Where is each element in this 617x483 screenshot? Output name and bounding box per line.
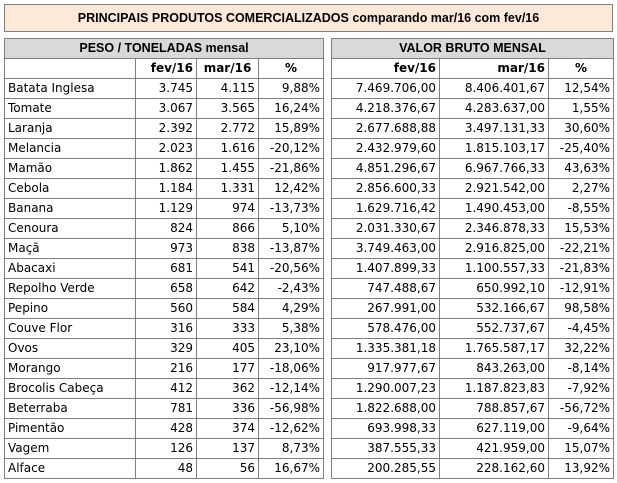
table-row bbox=[332, 419, 614, 439]
weight-pct-cell: 23,10% bbox=[259, 339, 324, 359]
value-pct-cell: 1,55% bbox=[549, 99, 614, 119]
product-name-cell: Beterraba bbox=[5, 399, 136, 419]
product-name-cell: Abacaxi bbox=[5, 259, 136, 279]
value-mar-cell: 6.967.766,33 bbox=[440, 159, 549, 179]
value-fev-cell: 3.749.463,00 bbox=[332, 239, 440, 259]
table-row bbox=[5, 359, 324, 379]
table-row bbox=[5, 319, 324, 339]
table-row bbox=[332, 139, 614, 159]
value-fev-cell: 1.822.688,00 bbox=[332, 399, 440, 419]
weight-fev-cell: 658 bbox=[136, 279, 197, 299]
value-pct-cell: 12,54% bbox=[549, 79, 614, 99]
weight-fev-cell: 316 bbox=[136, 319, 197, 339]
weight-mar-cell: 405 bbox=[197, 339, 259, 359]
value-fev-cell: 1.407.899,33 bbox=[332, 259, 440, 279]
value-section-header-row bbox=[332, 39, 614, 59]
product-name-cell: Ovos bbox=[5, 339, 136, 359]
weight-section-title: PESO / TONELADAS mensal bbox=[5, 39, 324, 59]
weight-header-product bbox=[5, 59, 136, 79]
table-row bbox=[332, 279, 614, 299]
value-fev-cell: 1.629.716,42 bbox=[332, 199, 440, 219]
product-name-cell: Mamão bbox=[5, 159, 136, 179]
weight-mar-cell: 177 bbox=[197, 359, 259, 379]
table-row bbox=[5, 399, 324, 419]
weight-pct-cell: -13,73% bbox=[259, 199, 324, 219]
weight-mar-cell: 333 bbox=[197, 319, 259, 339]
value-mar-cell: 843.263,00 bbox=[440, 359, 549, 379]
value-mar-cell: 788.857,67 bbox=[440, 399, 549, 419]
weight-fev-cell: 973 bbox=[136, 239, 197, 259]
table-row bbox=[5, 439, 324, 459]
value-pct-cell: 30,60% bbox=[549, 119, 614, 139]
weight-fev-cell: 1.184 bbox=[136, 179, 197, 199]
value-pct-cell: -7,92% bbox=[549, 379, 614, 399]
value-mar-cell: 2.921.542,00 bbox=[440, 179, 549, 199]
value-column-header-row bbox=[332, 59, 614, 79]
table-row bbox=[5, 179, 324, 199]
value-pct-cell: -21,83% bbox=[549, 259, 614, 279]
product-name-cell: Melancia bbox=[5, 139, 136, 159]
weight-pct-cell: 16,67% bbox=[259, 459, 324, 479]
product-name-cell: Banana bbox=[5, 199, 136, 219]
value-mar-cell: 2.916.825,00 bbox=[440, 239, 549, 259]
weight-mar-cell: 1.455 bbox=[197, 159, 259, 179]
weight-fev-cell: 1.129 bbox=[136, 199, 197, 219]
table-row bbox=[5, 159, 324, 179]
value-pct-cell: -12,91% bbox=[549, 279, 614, 299]
value-pct-cell: -25,40% bbox=[549, 139, 614, 159]
value-fev-cell: 200.285,55 bbox=[332, 459, 440, 479]
product-name-cell: Brocolis Cabeça bbox=[5, 379, 136, 399]
weight-mar-cell: 541 bbox=[197, 259, 259, 279]
weight-fev-cell: 560 bbox=[136, 299, 197, 319]
weight-mar-cell: 838 bbox=[197, 239, 259, 259]
product-name-cell: Maçã bbox=[5, 239, 136, 259]
table-row bbox=[5, 119, 324, 139]
table-row bbox=[332, 199, 614, 219]
weight-fev-cell: 1.862 bbox=[136, 159, 197, 179]
table-row bbox=[332, 319, 614, 339]
weight-fev-cell: 681 bbox=[136, 259, 197, 279]
weight-pct-cell: 12,42% bbox=[259, 179, 324, 199]
table-row bbox=[5, 259, 324, 279]
product-name-cell: Alface bbox=[5, 459, 136, 479]
table-row bbox=[5, 339, 324, 359]
weight-pct-cell: 4,29% bbox=[259, 299, 324, 319]
product-name-cell: Cebola bbox=[5, 179, 136, 199]
table-row bbox=[332, 159, 614, 179]
weight-header-mar: mar/16 bbox=[197, 59, 259, 79]
value-mar-cell: 3.497.131,33 bbox=[440, 119, 549, 139]
table-row bbox=[332, 179, 614, 199]
table-row bbox=[5, 299, 324, 319]
value-mar-cell: 1.100.557,33 bbox=[440, 259, 549, 279]
weight-fev-cell: 48 bbox=[136, 459, 197, 479]
value-fev-cell: 387.555,33 bbox=[332, 439, 440, 459]
weight-pct-cell: -20,12% bbox=[259, 139, 324, 159]
weight-mar-cell: 2.772 bbox=[197, 119, 259, 139]
weight-pct-cell: -12,62% bbox=[259, 419, 324, 439]
table-row bbox=[332, 339, 614, 359]
table-row bbox=[332, 379, 614, 399]
weight-header-pct: % bbox=[259, 59, 324, 79]
value-pct-cell: -4,45% bbox=[549, 319, 614, 339]
product-name-cell: Pimentão bbox=[5, 419, 136, 439]
weight-fev-cell: 126 bbox=[136, 439, 197, 459]
value-mar-cell: 4.283.637,00 bbox=[440, 99, 549, 119]
table-row bbox=[332, 99, 614, 119]
value-fev-cell: 1.335.381,18 bbox=[332, 339, 440, 359]
weight-mar-cell: 642 bbox=[197, 279, 259, 299]
value-mar-cell: 650.992,10 bbox=[440, 279, 549, 299]
weight-mar-cell: 866 bbox=[197, 219, 259, 239]
table-row bbox=[5, 79, 324, 99]
table-row bbox=[5, 199, 324, 219]
weight-table bbox=[4, 38, 324, 479]
product-name-cell: Laranja bbox=[5, 119, 136, 139]
value-mar-cell: 1.490.453,00 bbox=[440, 199, 549, 219]
value-fev-cell: 693.998,33 bbox=[332, 419, 440, 439]
value-fev-cell: 917.977,67 bbox=[332, 359, 440, 379]
weight-mar-cell: 3.565 bbox=[197, 99, 259, 119]
value-pct-cell: -9,64% bbox=[549, 419, 614, 439]
weight-mar-cell: 1.331 bbox=[197, 179, 259, 199]
value-mar-cell: 421.959,00 bbox=[440, 439, 549, 459]
weight-pct-cell: 8,73% bbox=[259, 439, 324, 459]
value-pct-cell: 98,58% bbox=[549, 299, 614, 319]
weight-pct-cell: -18,06% bbox=[259, 359, 324, 379]
weight-mar-cell: 4.115 bbox=[197, 79, 259, 99]
weight-mar-cell: 374 bbox=[197, 419, 259, 439]
value-pct-cell: -8,55% bbox=[549, 199, 614, 219]
table-row bbox=[5, 139, 324, 159]
product-name-cell: Tomate bbox=[5, 99, 136, 119]
value-fev-cell: 2.031.330,67 bbox=[332, 219, 440, 239]
weight-fev-cell: 3.067 bbox=[136, 99, 197, 119]
weight-pct-cell: 9,88% bbox=[259, 79, 324, 99]
weight-pct-cell: 16,24% bbox=[259, 99, 324, 119]
weight-fev-cell: 2.023 bbox=[136, 139, 197, 159]
weight-pct-cell: -56,98% bbox=[259, 399, 324, 419]
weight-pct-cell: -13,87% bbox=[259, 239, 324, 259]
weight-pct-cell: -20,56% bbox=[259, 259, 324, 279]
table-row bbox=[332, 459, 614, 479]
value-pct-cell: 15,53% bbox=[549, 219, 614, 239]
table-row bbox=[5, 239, 324, 259]
table-row bbox=[332, 359, 614, 379]
value-header-fev: fev/16 bbox=[332, 59, 440, 79]
weight-fev-cell: 216 bbox=[136, 359, 197, 379]
table-row bbox=[332, 439, 614, 459]
weight-column-header-row bbox=[5, 59, 324, 79]
table-row bbox=[332, 119, 614, 139]
weight-pct-cell: 5,38% bbox=[259, 319, 324, 339]
value-fev-cell: 747.488,67 bbox=[332, 279, 440, 299]
value-pct-cell: 15,07% bbox=[549, 439, 614, 459]
table-row bbox=[5, 419, 324, 439]
value-pct-cell: 32,22% bbox=[549, 339, 614, 359]
value-fev-cell: 2.856.600,33 bbox=[332, 179, 440, 199]
value-fev-cell: 2.677.688,88 bbox=[332, 119, 440, 139]
value-mar-cell: 627.119,00 bbox=[440, 419, 549, 439]
table-row bbox=[332, 259, 614, 279]
product-name-cell: Cenoura bbox=[5, 219, 136, 239]
table-row bbox=[5, 99, 324, 119]
report-title: PRINCIPAIS PRODUTOS COMERCIALIZADOS comparando mar/16 com fev/16 bbox=[4, 4, 613, 32]
table-row bbox=[5, 279, 324, 299]
value-pct-cell: -56,72% bbox=[549, 399, 614, 419]
weight-mar-cell: 56 bbox=[197, 459, 259, 479]
weight-section-header-row bbox=[5, 39, 324, 59]
value-mar-cell: 532.166,67 bbox=[440, 299, 549, 319]
value-pct-cell: 13,92% bbox=[549, 459, 614, 479]
value-fev-cell: 7.469.706,00 bbox=[332, 79, 440, 99]
weight-pct-cell: 5,10% bbox=[259, 219, 324, 239]
value-pct-cell: -22,21% bbox=[549, 239, 614, 259]
product-name-cell: Repolho Verde bbox=[5, 279, 136, 299]
weight-mar-cell: 336 bbox=[197, 399, 259, 419]
table-row bbox=[332, 299, 614, 319]
value-mar-cell: 1.187.823,83 bbox=[440, 379, 549, 399]
weight-fev-cell: 428 bbox=[136, 419, 197, 439]
product-name-cell: Morango bbox=[5, 359, 136, 379]
weight-mar-cell: 974 bbox=[197, 199, 259, 219]
weight-pct-cell: -21,86% bbox=[259, 159, 324, 179]
value-pct-cell: 2,27% bbox=[549, 179, 614, 199]
value-section-title: VALOR BRUTO MENSAL bbox=[332, 39, 614, 59]
weight-fev-cell: 329 bbox=[136, 339, 197, 359]
value-fev-cell: 1.290.007,23 bbox=[332, 379, 440, 399]
weight-mar-cell: 137 bbox=[197, 439, 259, 459]
weight-mar-cell: 1.616 bbox=[197, 139, 259, 159]
product-name-cell: Batata Inglesa bbox=[5, 79, 136, 99]
table-row bbox=[5, 379, 324, 399]
weight-fev-cell: 412 bbox=[136, 379, 197, 399]
weight-mar-cell: 362 bbox=[197, 379, 259, 399]
product-name-cell: Pepino bbox=[5, 299, 136, 319]
value-pct-cell: 43,63% bbox=[549, 159, 614, 179]
value-mar-cell: 2.346.878,33 bbox=[440, 219, 549, 239]
weight-header-fev: fev/16 bbox=[136, 59, 197, 79]
value-table bbox=[331, 38, 614, 479]
value-mar-cell: 1.815.103,17 bbox=[440, 139, 549, 159]
table-row bbox=[332, 239, 614, 259]
value-mar-cell: 8.406.401,67 bbox=[440, 79, 549, 99]
weight-fev-cell: 824 bbox=[136, 219, 197, 239]
weight-fev-cell: 2.392 bbox=[136, 119, 197, 139]
value-fev-cell: 2.432.979,60 bbox=[332, 139, 440, 159]
weight-fev-cell: 3.745 bbox=[136, 79, 197, 99]
product-name-cell: Vagem bbox=[5, 439, 136, 459]
value-fev-cell: 578.476,00 bbox=[332, 319, 440, 339]
weight-pct-cell: -2,43% bbox=[259, 279, 324, 299]
table-row bbox=[5, 219, 324, 239]
product-name-cell: Couve Flor bbox=[5, 319, 136, 339]
value-fev-cell: 267.991,00 bbox=[332, 299, 440, 319]
value-pct-cell: -8,14% bbox=[549, 359, 614, 379]
value-mar-cell: 228.162,60 bbox=[440, 459, 549, 479]
value-mar-cell: 552.737,67 bbox=[440, 319, 549, 339]
weight-pct-cell: 15,89% bbox=[259, 119, 324, 139]
table-row bbox=[5, 459, 324, 479]
weight-mar-cell: 584 bbox=[197, 299, 259, 319]
value-fev-cell: 4.218.376,67 bbox=[332, 99, 440, 119]
value-mar-cell: 1.765.587,17 bbox=[440, 339, 549, 359]
value-header-mar: mar/16 bbox=[440, 59, 549, 79]
table-row bbox=[332, 219, 614, 239]
table-row bbox=[332, 399, 614, 419]
table-row bbox=[332, 79, 614, 99]
weight-fev-cell: 781 bbox=[136, 399, 197, 419]
weight-pct-cell: -12,14% bbox=[259, 379, 324, 399]
value-fev-cell: 4.851.296,67 bbox=[332, 159, 440, 179]
value-header-pct: % bbox=[549, 59, 614, 79]
